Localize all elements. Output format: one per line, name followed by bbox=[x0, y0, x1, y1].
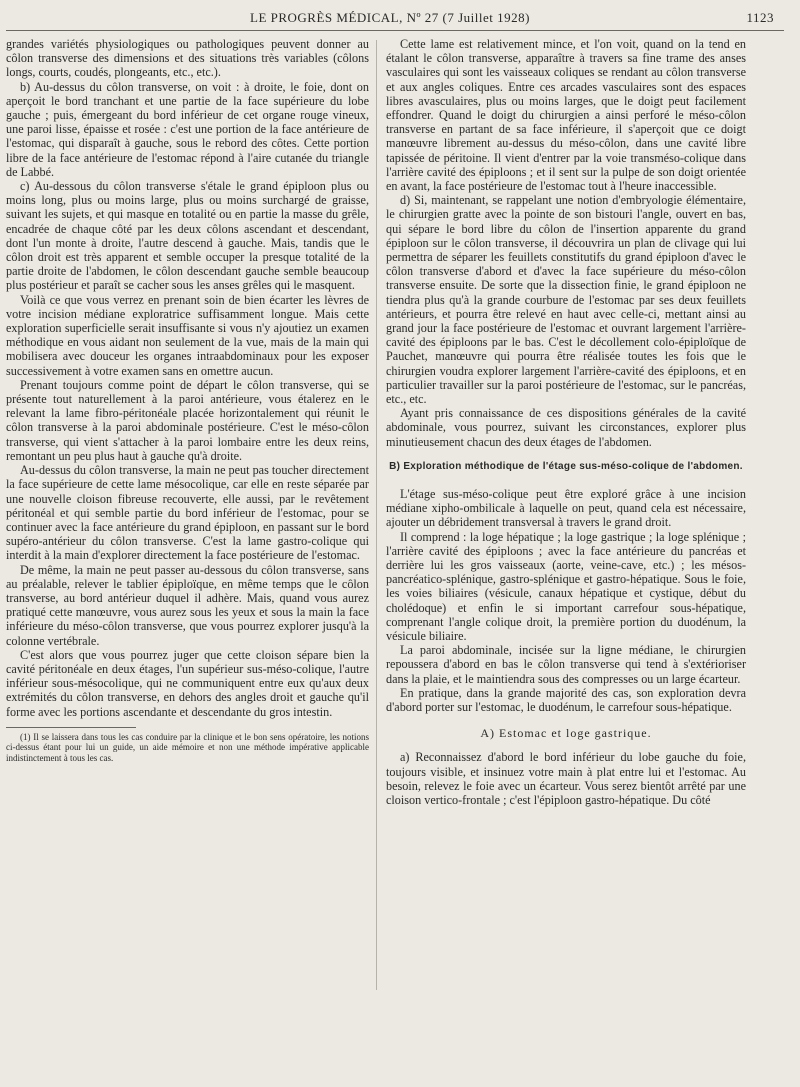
paragraph: C'est alors que vous pourrez juger que cette cloison sépare bien la cavité péritonéale en deux étages, l'un supérieur sus-méso-colique, l'autre inférieur sous-mésocolique, qui ne communiquent entre eux qu'aux deux extrémités du côlon transverse, en dehors des angles droit et gauche qu'il forme avec les portions ascendante et descendante du gros intestin. bbox=[6, 647, 369, 719]
paragraph: L'étage sus-méso-colique peut être exploré grâce à une incision médiane xipho-ombilicale à laquelle on peut, quand cela est nécessaire, ajouter un débridement transversal à travers le grand droit. bbox=[386, 486, 746, 530]
paragraph: Au-dessus du côlon transverse, la main ne peut pas toucher directement la face supérieure de cette lame mésocolique, car elle en reste séparée par une nouvelle cloison fibreuse recouverte, elle aussi, par le revêtement péritonéal et qui semble partie du bord inférieur de l'estomac, pour se continuer avec la face antérieure du grand épiploon, en passant sur le bord supéro-antérieur du côlon transverse. C'est la lame gastro-colique qui interdit à la main d'explorer directement la face postérieure de l'estomac. bbox=[6, 463, 369, 563]
paragraph: c) Au-dessous du côlon transverse s'étale le grand épiploon plus ou moins long, plus ou moins large, plus ou moins surchargé de graisse, suivant les sujets, et qui masque en totalité ou en partie la masse du grêle, encadrée de chaque côté par les deux côlons ascendant et descendant, dont l'un monte à droite, l'autre descend à gauche. Mais, tandis que le côlon droit est très apparent et semble occuper la presque totalité de la partie droite de l'abdomen, le côlon descendant gauche semble beaucoup plus postérieur et paraît se cacher sous les anses grêles qui le masquent. bbox=[6, 179, 369, 293]
section-heading: B) Exploration méthodique de l'étage sus-méso-colique de l'abdomen. bbox=[389, 460, 743, 472]
page-number: 1123 bbox=[746, 10, 774, 25]
footnote: (1) Il se laissera dans tous les cas conduire par la clinique et le bon sens opératoire, les notions ci-dessus étant pour lui un guide, un aide mémoire et non une méthode impérative applicable indistinctement à tous les cas. bbox=[6, 731, 369, 763]
paragraph: a) Reconnaissez d'abord le bord inférieur du lobe gauche du foie, toujours visible, et insinuez votre main à plat entre lui et l'estomac. Au besoin, relevez le foie avec un écarteur. Vous serez bientôt arrêté par une cloison vertico-frontale ; c'est l'épiploon gastro-hépatique. Du côté bbox=[386, 750, 746, 807]
paragraph: Prenant toujours comme point de départ le côlon transverse, qui se présente tout naturellement à la paroi antérieure, vous étalerez en le relevant la lame fibro-péritonéale placée horizontalement qui réunit le côlon transverse à la paroi abdominale postérieure. C'est le méso-côlon transverse, qui vient s'attacher à la paroi lombaire entre les deux reins, remontant un peu plus haut à gauche qu'à droite. bbox=[6, 377, 369, 463]
left-column bbox=[6, 37, 369, 763]
paragraph: La paroi abdominale, incisée sur la ligne médiane, le chirurgien repoussera d'abord en bas le côlon transverse qui tend à s'extérioriser dans la plaie, et le maintiendra sous des compresses ou un large écarteur. bbox=[386, 643, 746, 686]
paragraph: De même, la main ne peut passer au-dessous du côlon transverse, sans au préalable, relever le tablier épiploïque, en même temps que le côlon transverse, au bord antérieur duquel il adhère. Mais, quand vous aurez pratiqué cette manœuvre, vous aurez sous les yeux et sous la main la face inférieure du méso-côlon transverse, que vous pourrez explorer jusqu'à la colonne vertébrale. bbox=[6, 562, 369, 648]
paragraph: grandes variétés physiologiques ou pathologiques peuvent donner au côlon transverse des dimensions et des situations très variables (côlons longs, courts, coudés, plongeants, etc., etc.). bbox=[6, 37, 369, 80]
subsection-heading: A) Estomac et loge gastrique. bbox=[480, 726, 652, 741]
paragraph: Il comprend : la loge hépatique ; la loge gastrique ; la loge splénique ; l'arrière cavité des épiploons ; avec la face antérieure du pancréas et derrière lui les gros vaisseaux (aorte, veine-cave, etc.) ; les mésos-pancréatico-splénique, gastro-splénique et gastro-hépatique. Sous le foie, les voies biliaires (vésicule, canaux hépatique et cystique, début du cholédoque) et enfin le si important carrefour sous-hépatique, comprenant l'angle colique droit, la première portion du duodénum, la vésicule biliaire. bbox=[386, 529, 746, 643]
paragraph: d) Si, maintenant, se rappelant une notion d'embryologie élémentaire, le chirurgien gratte avec la pointe de son bistouri l'angle, ouvert en bas, qui sépare le bord libre du côlon de l'insertion apparente du grand épiploon sur le côlon transverse, il découvrira un plan de clivage qui lui permettra de séparer les feuillets constitutifs du grand épiploon d'avec le côlon transverse d'abord et d'avec la face supérieure du méso-côlon transverse ensuite. De sorte que la dissection finie, le grand épiploon ne tiendra plus qu'à la grande courbure de l'estomac par ses deux feuillets antérieurs, et pourra être relevé en haut avec celle-ci, mettant ainsi au grand jour la face postérieure de l'estomac et ouvrant largement l'arrière-cavité des épiploons par le bas. C'est le décollement colo-épiploïque de Pauchet, manœuvre qui pourra être réalisée toutes les fois que le chirurgien voudra explorer largement l'arrière-cavité des épiploons, et en particulier travailler sur la paroi postérieure de l'estomac, sur le pancréas, etc., etc. bbox=[386, 193, 746, 407]
paragraph: Cette lame est relativement mince, et l'on voit, quand on la tend en étalant le côlon transverse, apparaître à travers sa fine trame des anses vasculaires qui sont les vaisseaux coliques se rendant au côlon transverse et aux angles coliques. Entre ces arcades vasculaires sont des espaces libres avasculaires, plus ou moins larges, que le doigt peut facilement effondrer. Quand le doigt du chirurgien a ainsi perforé le méso-côlon transverse en partant de sa face inférieure, il s'aperçoit que ce doigt manœuvre librement au-dessus du méso-côlon, dans une cavité libre tapissée de péritoine. Il vient d'entrer par la voie transméso-colique dans l'arrière cavité des épiploons ; et il sent sur la pulpe de son doigt orientée en avant, la face postérieure de l'estomac tout à l'heure inaccessible. bbox=[386, 37, 746, 194]
journal-title: LE PROGRÈS MÉDICAL, Nº 27 (7 Juillet 1928) bbox=[250, 10, 530, 25]
header-rule bbox=[6, 30, 784, 31]
paragraph: Ayant pris connaissance de ces dispositions générales de la cavité abdominale, vous pourrez, suivant les circonstances, explorer plus minutieusement chacun des deux étages de l'abdomen. bbox=[386, 406, 746, 449]
paragraph: Voilà ce que vous verrez en prenant soin de bien écarter les lèvres de votre incision médiane exploratrice suffisamment longue. Mais cette exploration superficielle serait insuffisante si vous n'y ajoutiez un examen méthodique en vous aidant non seulement de la vue, mais de la main qui mobilisera avec douceur les organes intraabdominaux pour les exposer successivement à votre examen sans en omettre aucun. bbox=[6, 292, 369, 378]
paragraph: En pratique, dans la grande majorité des cas, son exploration devra d'abord porter sur l'estomac, le duodénum, le carrefour sous-hépatique. bbox=[386, 685, 746, 714]
running-header bbox=[6, 8, 774, 30]
footnote-rule bbox=[6, 727, 136, 728]
paragraph: b) Au-dessus du côlon transverse, on voit : à droite, le foie, dont on aperçoit le bord tranchant et une partie de la face supérieure du lobe gauche ; puis, émergeant du bord inférieur de cet organe rouge vineux, une paroi lisse, épaisse et rosée : c'est une portion de la face antérieure de l'estomac, qui disparaît à gauche, sous le rebord des côtes. Cette portion libre de la face antérieure de l'estomac répond à l'aire cutanée du triangle de Labbé. bbox=[6, 79, 369, 179]
right-column bbox=[386, 37, 746, 807]
column-divider bbox=[376, 40, 377, 990]
